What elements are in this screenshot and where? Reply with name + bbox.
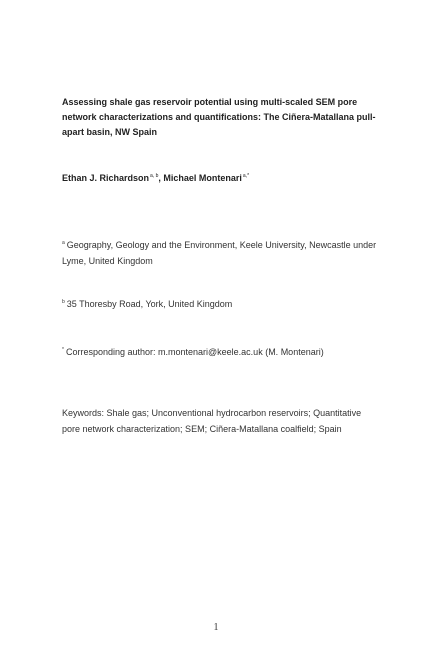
author-name: Michael Montenari [163, 173, 242, 183]
author-list [62, 169, 382, 185]
affiliation-text: Geography, Geology and the Environment, Keele University, Newcastle under Lyme, United Kingdom [62, 240, 377, 266]
affiliation-b [62, 294, 382, 312]
corresponding-author [62, 342, 382, 360]
keywords: Keywords: Shale gas; Unconventional hydrocarbon reservoirs; Quantitative pore network characterization; SEM; Ciñera-Matallana coalfield; Spain [62, 408, 362, 434]
affiliation-a [62, 235, 382, 269]
paper-title: Assessing shale gas reservoir potential using multi-scaled SEM pore network characterizations and quantifications: The Ciñera-Matallana pull-apart basin, NW Spain [62, 97, 376, 137]
corresponding-mark: * [62, 347, 64, 353]
affiliation-mark: b [62, 299, 65, 305]
author-separator: , [158, 173, 164, 183]
affiliation-mark: a [62, 240, 65, 246]
affiliation-text: 35 Thoresby Road, York, United Kingdom [66, 299, 233, 309]
corresponding-text: Corresponding author: m.montenari@keele.ac.uk (M. Montenari) [65, 347, 324, 357]
author-affiliation-mark: a, b [150, 173, 159, 179]
author-affiliation-mark: a,* [242, 173, 250, 179]
page-number: 1 [213, 622, 219, 633]
author-name: Ethan J. Richardson [62, 173, 150, 183]
